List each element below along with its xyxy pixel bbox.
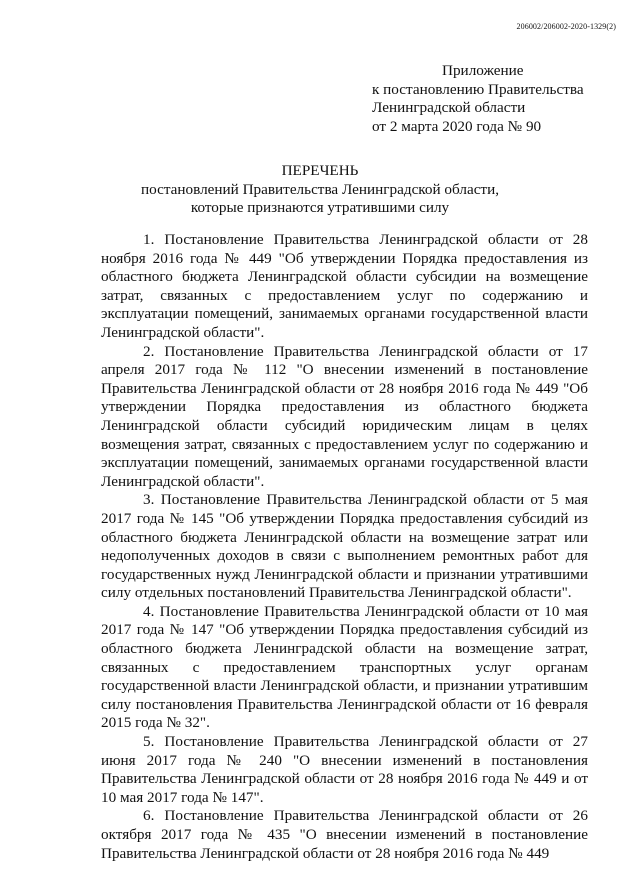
list-item: 3. Постановление Правительства Ленинградской области от 5 мая 2017 года № 145 "Об утверждении Порядка предоставления субсидий из областного бюджета Ленинградской области на возмещение затрат или недополученных доходов в связи с выполнением ремонтных работ для государственных нужд Ленинградской области и признании утратившими силу отдельных постановлений Правительства Ленинградской области". [101,491,588,602]
list-item: 2. Постановление Правительства Ленинградской области от 17 апреля 2017 года № 112 "О внесении изменений в постановление Правительства Ленинградской области от 28 ноября 2016 года № 449 "Об утверждении Порядка предоставления из областного бюджета Ленинградской области субсидий юридическим лицам в целях возмещения затрат, связанных с предоставлением услуг по содержанию и эксплуатации помещений, занимаемых органами государственной власти Ленинградской области". [101,342,588,490]
heading-subtitle-line1: постановлений Правительства Ленинградской области, [140,180,499,198]
list-item: 6. Постановление Правительства Ленинградской области от 26 октября 2017 года № 435 "О внесении изменений в постановление Правительства Ленинградской области от 28 ноября 2016 года № 449 [101,807,588,862]
resolution-list [101,231,588,863]
document-number: 206002/206002-2020-1329(2) [516,22,616,31]
list-item: 5. Постановление Правительства Ленинградской области от 27 июня 2017 года № 240 "О внесении изменений в постановления Правительства Ленинградской области от 28 ноября 2016 года № 449 и от 10 мая 2017 года № 147". [101,733,588,806]
list-heading [0,162,640,218]
heading-title: ПЕРЕЧЕНЬ [281,162,359,179]
appendix-block [372,62,584,136]
appendix-date: от 2 марта 2020 года № 90 [372,117,542,135]
appendix-region: Ленинградской области [372,99,526,116]
appendix-title: Приложение [442,62,524,79]
list-item: 1. Постановление Правительства Ленинградской области от 28 ноября 2016 года № 449 "Об утверждении Порядка предоставления из областного бюджета Ленинградской области субсидии на возмещение затрат, связанных с предоставлением услуг по содержанию и эксплуатации помещений, занимаемых органами государственной власти Ленинградской области". [101,231,588,341]
heading-subtitle-line2: которые признаются утратившими силу [190,199,450,216]
list-item: 4. Постановление Правительства Ленинградской области от 10 мая 2017 года № 147 "Об утверждении Порядка предоставления субсидий из областного бюджета Ленинградской области на возмещение затрат, связанных с предоставлением транспортных услуг органам государственной власти Ленинградской области, и признании утратившим силу постановления Правительства Ленинградской области от 16 февраля 2015 года № 32". [101,602,588,732]
appendix-resolution-ref: к постановлению Правительства [372,80,584,98]
